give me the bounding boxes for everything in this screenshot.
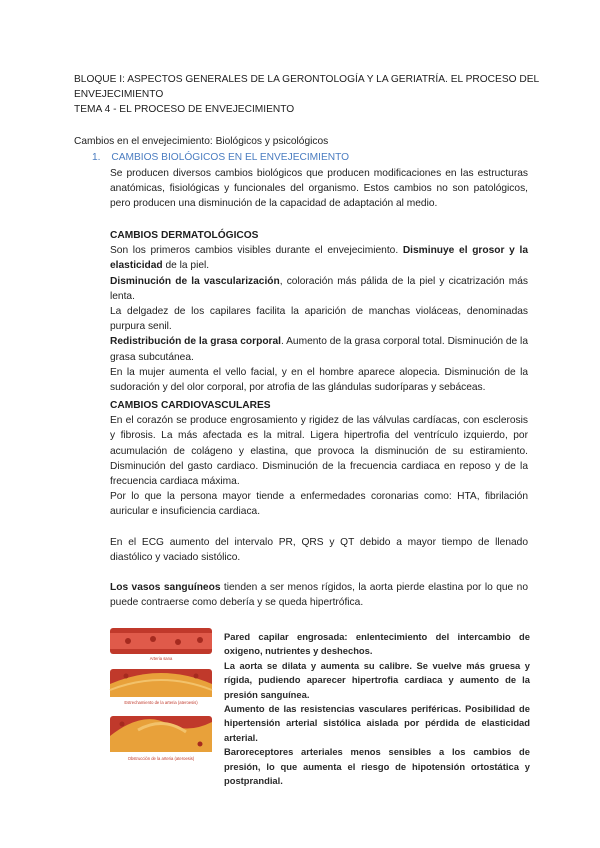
cardio-p3: En el ECG aumento del intervalo PR, QRS y QT debido a mayor tiempo de llenado diastólico y vaciado sistólico. (110, 536, 528, 563)
caption-1: Pared capilar engrosada: enlentecimiento del intercambio de oxigeno, nutrientes y deshechos. (224, 631, 530, 657)
dermato-section (110, 228, 528, 395)
document-header (74, 72, 544, 118)
cardio-p2: Por lo que la persona mayor tiende a enfermedades coronarias como: HTA, fibrilación auricular e insuficiencia cardiaca. (110, 491, 528, 518)
figure-label-1: Arteria sana (149, 656, 173, 661)
dermato-p2-bold: Disminución de la vascularización (110, 275, 280, 287)
obstructed-artery-icon (110, 716, 212, 761)
dermato-p2 (110, 274, 528, 304)
caption-3: Aumento de las resistencias vasculares periféricas. Posibilidad de hipertensión arterial sistólica aislada por pérdida de elasticidad arterial. (224, 703, 530, 743)
cardio-p4 (110, 580, 528, 610)
artery-illustration (108, 624, 214, 764)
section-1-heading (92, 150, 532, 165)
figure-caption (224, 630, 530, 788)
dermato-p1 (110, 243, 528, 273)
dermato-p1-tail: de la piel. (162, 260, 210, 272)
cardio-p4-tail: tienden a ser menos rígidos, la aorta pierde elastina por lo que no puede contraerse como debería y se queda hipertrófica. (110, 582, 528, 609)
section-1-intro-text: Se producen diversos cambios biológicos que producen modificaciones en las estructuras anatómicas, fisiológicas y funcionales del organismo. Estos cambios no son patológicos, pero producen una disminución de la capacidad de adaptación al medio. (110, 168, 528, 210)
dermato-p3: La delgadez de los capilares facilita la aparición de manchas violáceas, denominadas purpura senil. (110, 306, 528, 333)
cardio-title: CAMBIOS CARDIOVASCULARES (110, 400, 271, 411)
subtitle: Cambios en el envejecimiento: Biológicos y psicológicos (74, 136, 329, 147)
dermato-p1-bold: Disminuye el grosor y la elasticidad (110, 245, 528, 272)
dermato-p1-plain: Son los primeros cambios visibles durante el envejecimiento. (110, 245, 403, 257)
caption-2: La aorta se dilata y aumenta su calibre. Se vuelve más gruesa y rígida, pudiendo aparecer hipertrofia cardiaca y aumento de la presión sanguínea. (224, 659, 530, 700)
header-line-2: ENVEJECIMIENTO (74, 89, 164, 101)
dermato-p4-tail: . Aumento de la grasa corporal total. Disminución de la grasa subcutánea. (110, 336, 528, 363)
dermato-p5: En la mujer aumenta el vello facial, y en el hombre aparece alopecia. Disminución de la sudoración y del olor corporal, por atrofia de las glándulas sudoríparas y sebáceas. (110, 366, 528, 394)
figure-label-2: Estrechamiento de la arteria (ateroesis) (124, 700, 198, 705)
header-line-3: TEMA 4 - EL PROCESO DE ENVEJECIMIENTO (74, 104, 295, 116)
healthy-artery-icon (110, 628, 212, 661)
cardio-section (110, 398, 528, 610)
section-1-intro (110, 166, 528, 212)
narrowed-artery-icon (110, 669, 212, 705)
section-1-title: CAMBIOS BIOLÓGICOS EN EL ENVEJECIMIENTO (111, 152, 350, 163)
dermato-p2-tail: , coloración más pálida de la piel y cicatrización más lenta. (110, 275, 529, 302)
header-line-1: BLOQUE I: ASPECTOS GENERALES DE LA GERONTOLOGÍA Y LA GERIATRÍA. EL PROCESO DEL (74, 74, 540, 85)
dermato-p4-bold: Redistribución de la grasa corporal (110, 336, 282, 348)
caption-4: Baroreceptores arteriales menos sensibles a los cambios de presión, lo que aumenta el riesgo de hipotensión ortostática y postprandial. (224, 746, 530, 787)
dermato-p4 (110, 334, 528, 364)
cardio-p4-bold: Los vasos sanguíneos (110, 582, 221, 594)
section-1-number: 1. (92, 152, 101, 163)
figure-label-3: Obstrucción de la arteria (ateroesis) (127, 756, 195, 761)
cardio-p1: En el corazón se produce engrosamiento y rigidez de las válvulas cardíacas, con esclerosis y fibrosis. La más afectada es la mitral. Ligera hipertrofia del ventrículo izquierdo, por acumulación de colágeno y elastina, que provoca la disminución de su estiramiento. Disminución del gasto cardiaco. Disminución de la frecuencia cardiaca en reposo y de la frecuencia cardiaca máxima. (110, 415, 528, 488)
dermato-title: CAMBIOS DERMATOLÓGICOS (110, 230, 259, 241)
